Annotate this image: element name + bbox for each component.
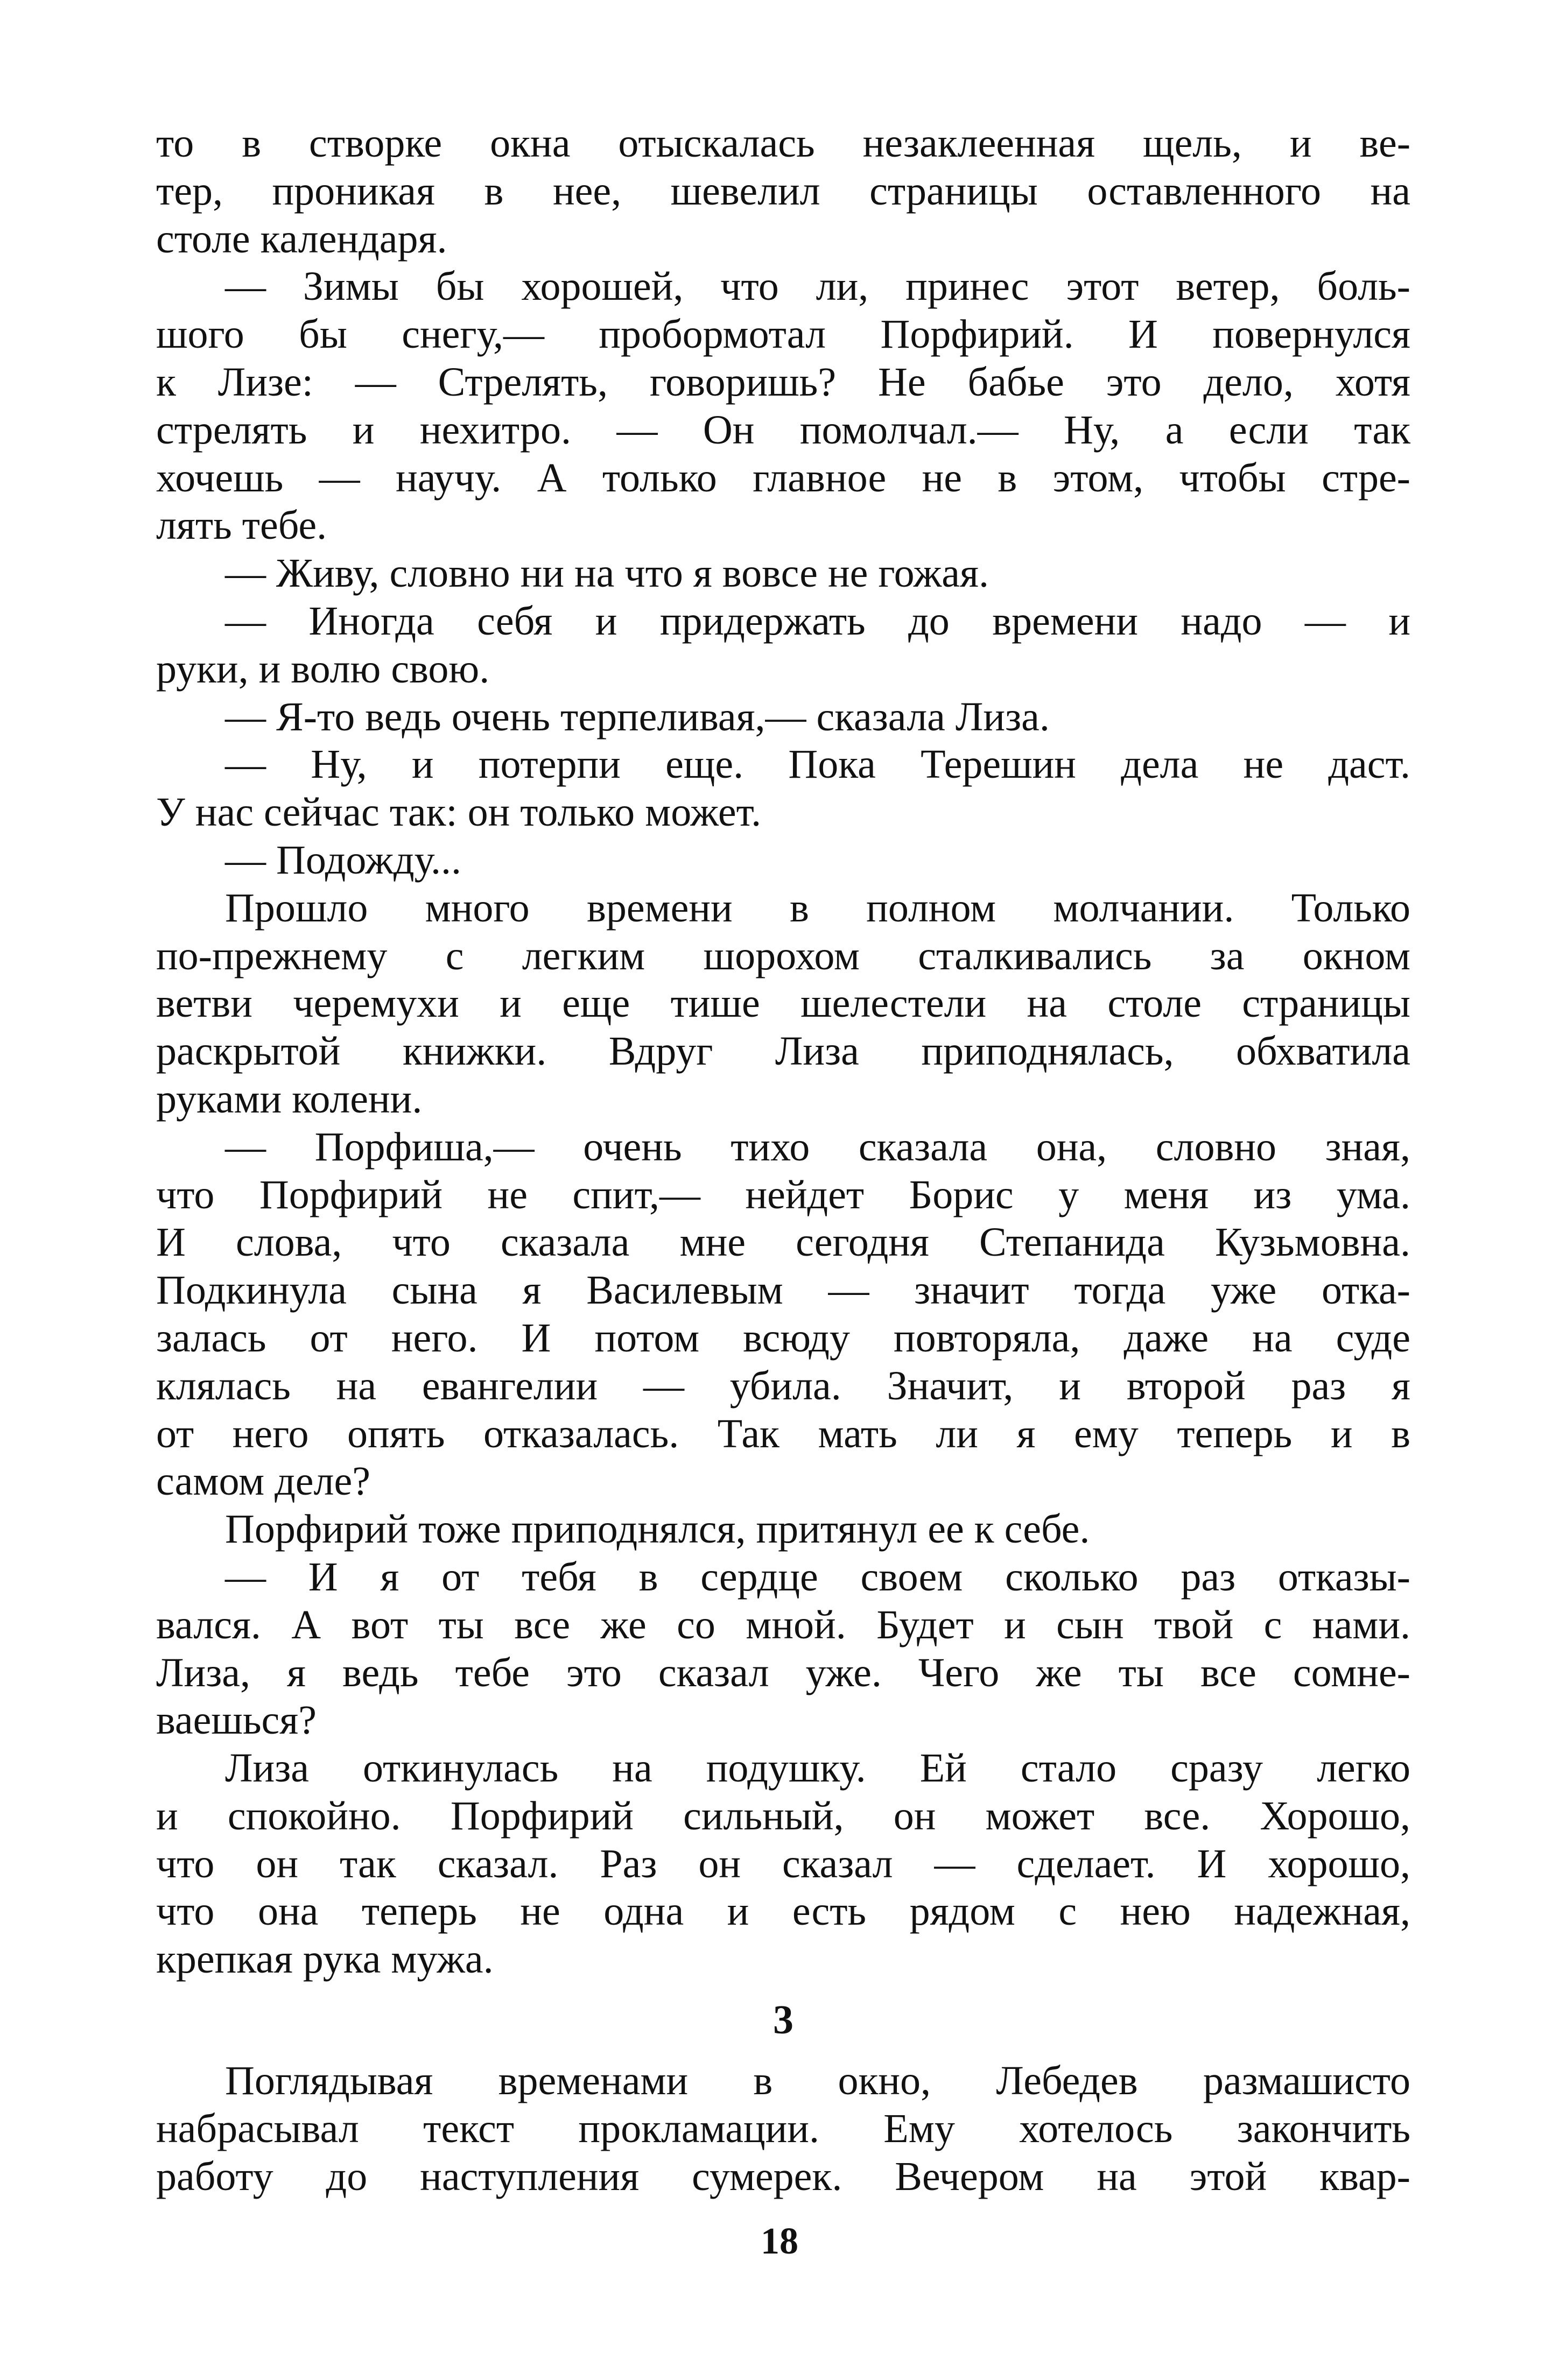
text-line: что он так сказал. Раз он сказал — сделает. И хорошо, <box>156 1841 1410 1886</box>
text-line: лять тебе. <box>156 503 327 548</box>
text-line: вался. А вот ты все же со мной. Будет и сын твой с нами. <box>156 1602 1410 1647</box>
page-number: 18 <box>761 2221 798 2262</box>
text-line: Поглядывая временами в окно, Лебедев размашисто <box>225 2058 1410 2104</box>
text-line: набрасывал текст прокламации. Ему хотелось закончить <box>156 2106 1410 2151</box>
text-line: что Порфирий не спит,— нейдет Борис у меня из ума. <box>156 1172 1410 1217</box>
text-line: — Я-то ведь очень терпеливая,— сказала Лиза. <box>225 694 1050 740</box>
text-line: то в створке окна отыскалась незаклеенная щель, и ве- <box>156 121 1410 166</box>
text-line: Лиза, я ведь тебе это сказал уже. Чего же ты все сомне- <box>156 1650 1410 1695</box>
section-heading: 3 <box>773 1997 793 2043</box>
text-line: ветви черемухи и еще тише шелестели на столе страницы <box>156 981 1410 1026</box>
text-line: Подкинула сына я Василевым — значит тогда уже отка- <box>156 1268 1410 1313</box>
text-line: тер, проникая в нее, шевелил страницы оставленного на <box>156 168 1410 214</box>
text-line: Порфирий тоже приподнялся, притянул ее к себе. <box>225 1506 1090 1552</box>
text-line: столе календаря. <box>156 216 447 262</box>
text-line: ваешься? <box>156 1698 317 1743</box>
text-line: к Лизе: — Стрелять, говоришь? Не бабье это дело, хотя <box>156 359 1410 405</box>
text-line: крепкая рука мужа. <box>156 1937 494 1982</box>
text-line: Лиза откинулась на подушку. Ей стало сразу легко <box>225 1745 1410 1791</box>
text-line: — Порфиша,— очень тихо сказала она, словно зная, <box>225 1124 1410 1170</box>
text-line: — Иногда себя и придержать до времени надо — и <box>225 598 1410 644</box>
text-line: залась от него. И потом всюду повторяла, даже на суде <box>156 1315 1410 1361</box>
text-line: руки, и волю свою. <box>156 646 490 692</box>
text-line: хочешь — научу. А только главное не в этом, чтобы стре- <box>156 455 1410 501</box>
text-line: клялась на евангелии — убила. Значит, и второй раз я <box>156 1363 1410 1409</box>
text-line: по-прежнему с легким шорохом сталкивались за окном <box>156 933 1410 978</box>
text-line: работу до наступления сумерек. Вечером на этой квар- <box>156 2153 1410 2199</box>
text-line: стрелять и нехитро. — Он помолчал.— Ну, а если так <box>156 407 1410 453</box>
text-line: шого бы снегу,— пробормотал Порфирий. И повернулся <box>156 312 1410 357</box>
text-line: — Ну, и потерпи еще. Пока Терешин дела не даст. <box>225 742 1410 787</box>
text-line: — Подожду... <box>225 837 462 883</box>
text-line: самом деле? <box>156 1459 370 1504</box>
text-line: — И я от тебя в сердце своем сколько раз отказы- <box>225 1554 1410 1600</box>
text-line: и спокойно. Порфирий сильный, он может все. Хорошо, <box>156 1793 1410 1839</box>
text-line: — Живу, словно ни на что я вовсе не гожая. <box>225 551 989 596</box>
text-line: руками колени. <box>156 1076 423 1122</box>
text-line: И слова, что сказала мне сегодня Степанида Кузьмовна. <box>156 1220 1410 1265</box>
page-text <box>156 119 1410 2200</box>
text-line: У нас сейчас так: он только может. <box>156 790 762 835</box>
text-line: что она теперь не одна и есть рядом с нею надежная, <box>156 1889 1410 1934</box>
text-line: раскрытой книжки. Вдруг Лиза приподнялась, обхватила <box>156 1029 1410 1074</box>
text-line: Прошло много времени в полном молчании. Только <box>225 885 1410 931</box>
text-line: от него опять отказалась. Так мать ли я ему теперь и в <box>156 1411 1410 1456</box>
text-line: — Зимы бы хорошей, что ли, принес этот ветер, боль- <box>225 264 1410 309</box>
